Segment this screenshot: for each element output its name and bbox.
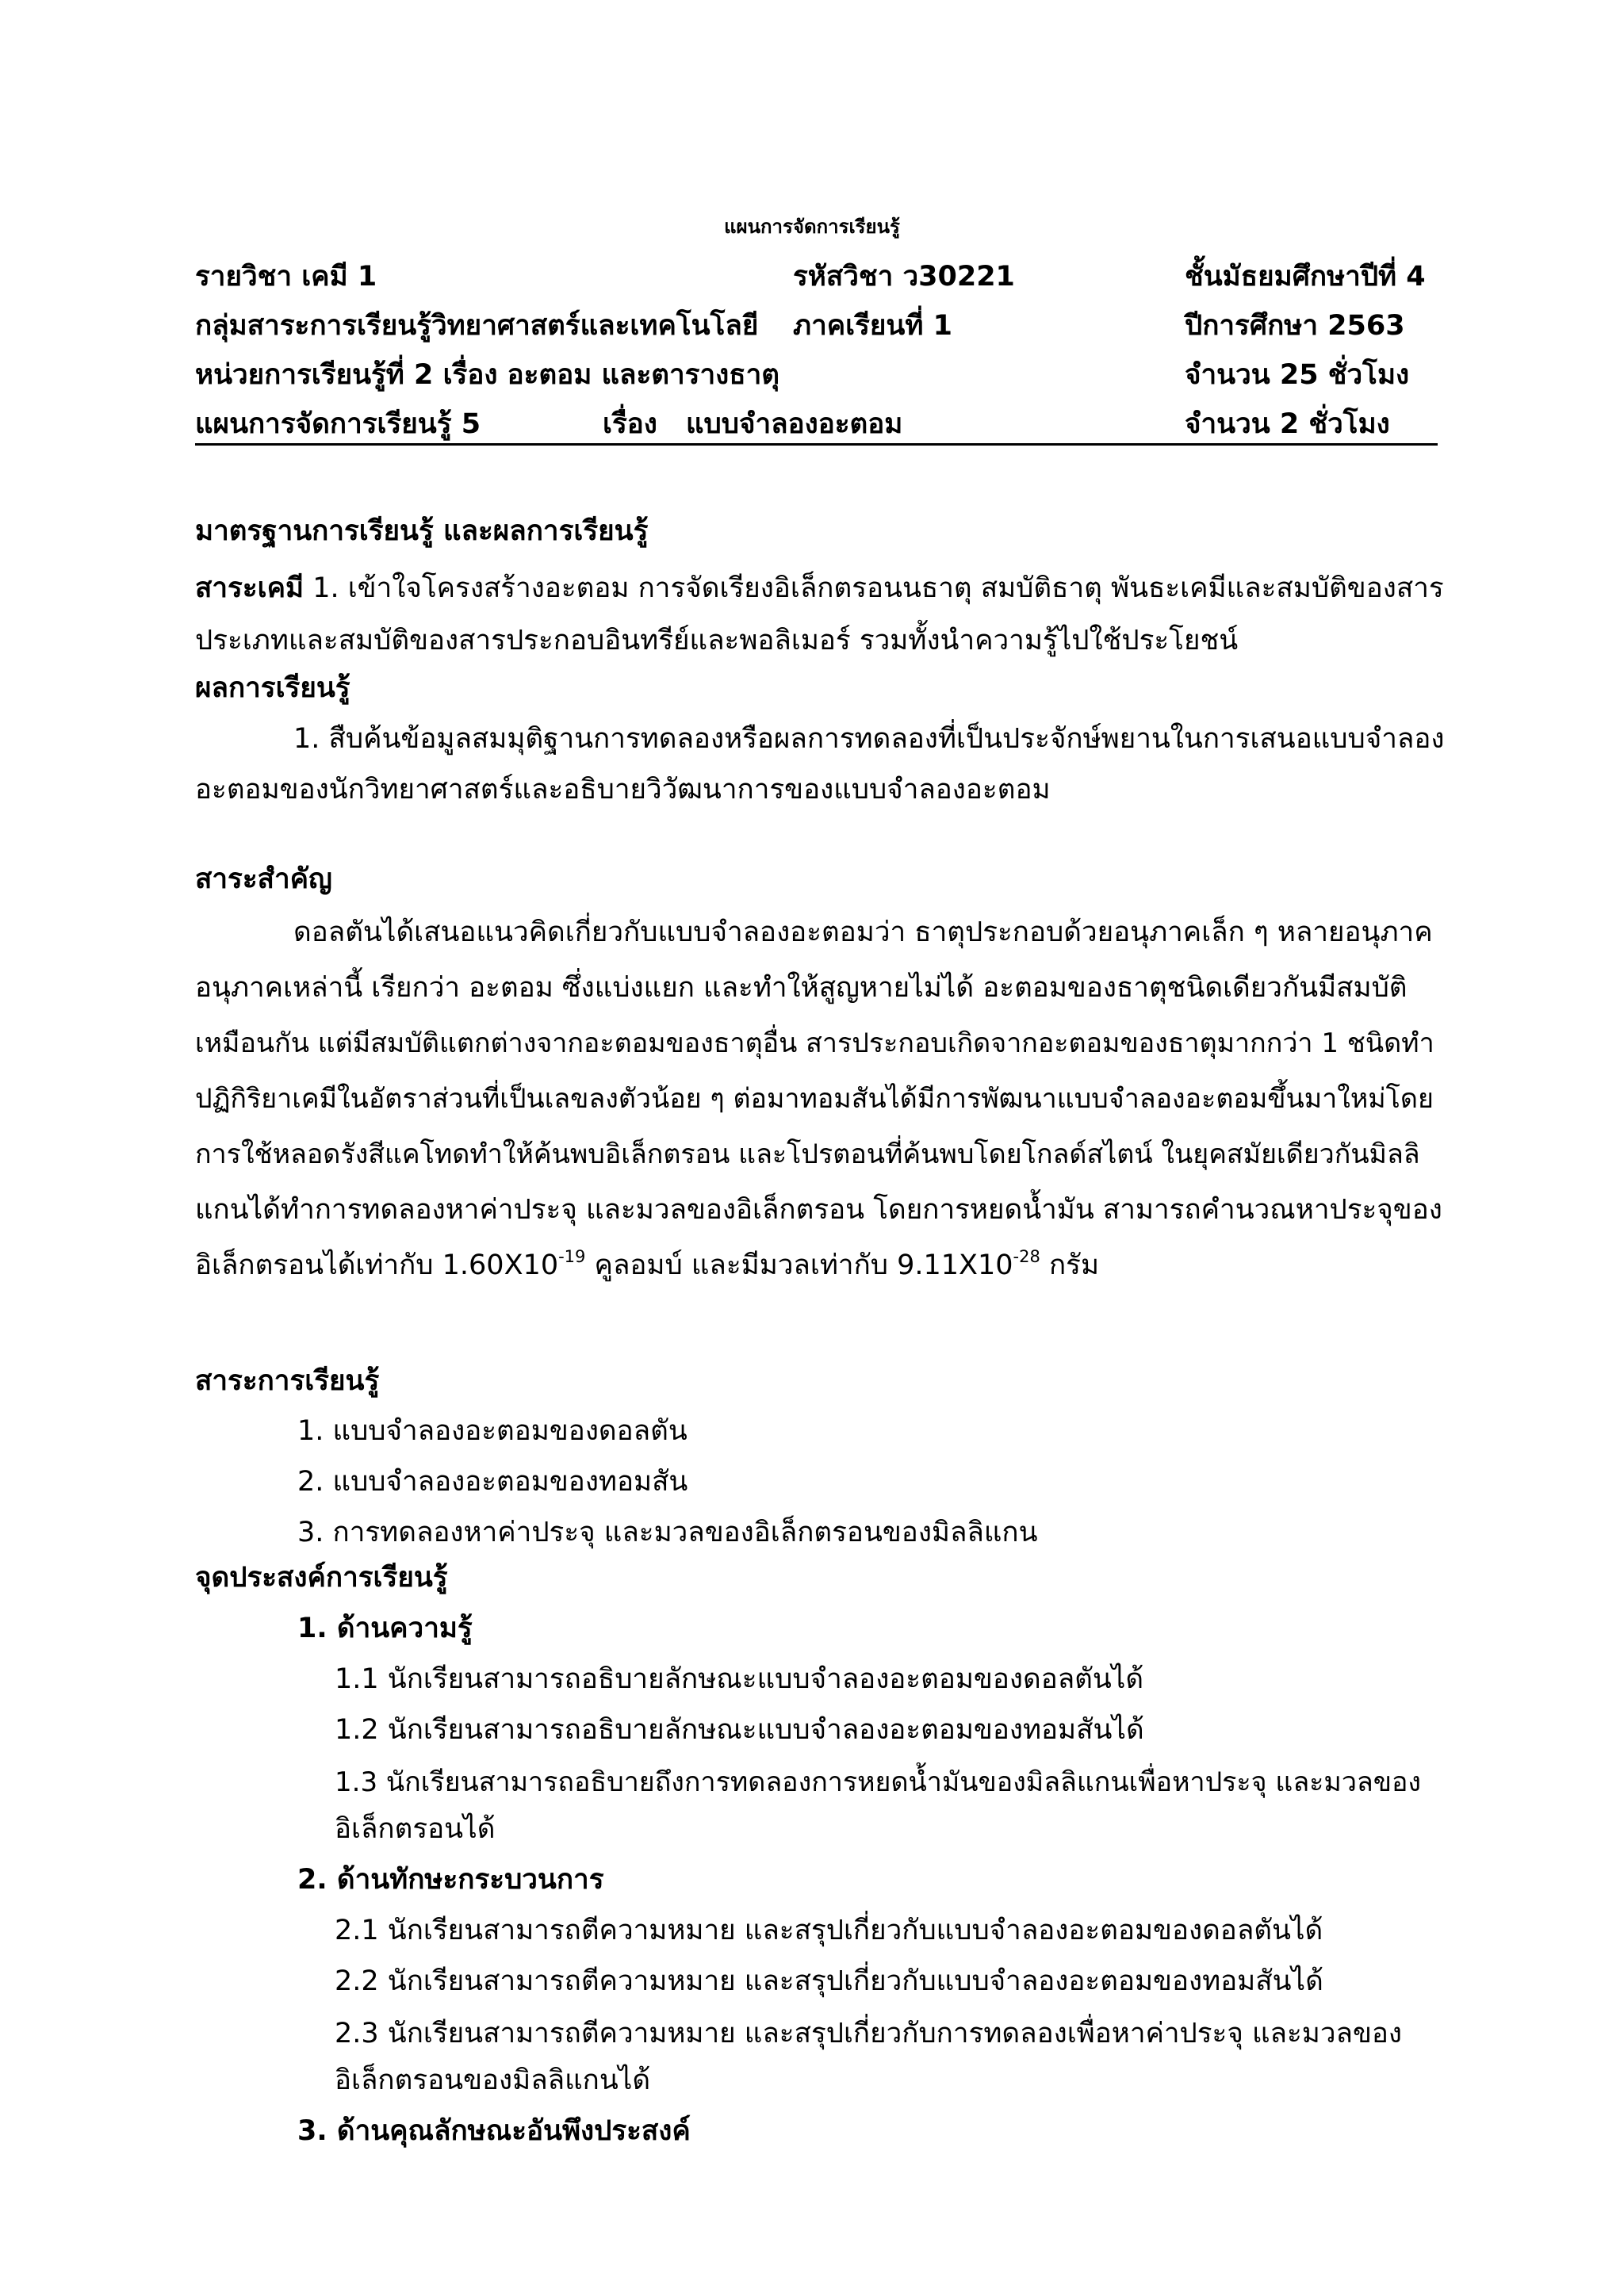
essence-line: แกนได้ทำการทดลองหาค่าประจุ และมวลของอิเล็กตรอน โดยการหยดน้ำมัน สามารถคำนวณหาประจุของ <box>195 1194 1442 1226</box>
content-item: 1. แบบจำลองอะตอมของดอลตัน <box>297 1415 688 1447</box>
electron-charge-text: อิเล็กตรอนได้เท่ากับ 1.60X10 <box>195 1249 559 1281</box>
essence-last-line <box>195 1246 1099 1284</box>
content-item: 3. การทดลองหาค่าประจุ และมวลของอิเล็กตรอนของมิลลิแกน <box>297 1517 1038 1548</box>
outcome-line-2: อะตอมของนักวิทยาศาสตร์และอธิบายวิวัฒนาการของแบบจำลองอะตอม <box>195 774 1051 806</box>
objectives-heading: จุดประสงค์การเรียนรู้ <box>195 1562 448 1594</box>
semester: ภาคเรียนที่ 1 <box>793 310 952 342</box>
essence-line: อนุภาคเหล่านี้ เรียกว่า อะตอม ซึ่งแบ่งแยก และทำให้สูญหายไม่ได้ อะตอมของธาตุชนิดเดียวกันมีสมบัติ <box>195 972 1408 1004</box>
attribute-heading: 3. ด้านคุณลักษณะอันพึงประสงค์ <box>297 2115 691 2147</box>
essence-line: เหมือนกัน แต่มีสมบัติแตกต่างจากอะตอมของธาตุอื่น สารประกอบเกิดจากอะตอมของธาตุมากกว่า 1 ชนิดทำ <box>195 1027 1434 1059</box>
subject-code: รหัสวิชา ว30221 <box>793 261 1015 293</box>
outcome-heading: ผลการเรียนรู้ <box>195 672 350 704</box>
subject-label: รายวิชา เคมี 1 <box>195 261 377 293</box>
strand-line-1 <box>195 569 1444 607</box>
objective-item-cont: อิเล็กตรอนของมิลลิแกนได้ <box>335 2064 651 2096</box>
electron-mass-text: คูลอมบ์ และมีมวลเท่ากับ 9.11X10 <box>585 1249 1013 1281</box>
unit-title: หน่วยการเรียนรู้ที่ 2 เรื่อง อะตอม และตารางธาตุ <box>195 359 779 391</box>
knowledge-heading: 1. ด้านความรู้ <box>297 1613 473 1644</box>
objective-item: 2.1 นักเรียนสามารถตีความหมาย และสรุปเกี่ยวกับแบบจำลองอะตอมของดอลตันได้ <box>335 1915 1323 1946</box>
essence-line: การใช้หลอดรังสีแคโทดทำให้ค้นพบอิเล็กตรอน และโปรตอนที่ค้นพบโดยโกลด์สไตน์ ในยุคสมัยเดียวกันมิลลิ <box>195 1138 1420 1170</box>
content-item: 2. แบบจำลองอะตอมของทอมสัน <box>297 1466 688 1498</box>
strand-label: สาระเคมี <box>195 572 304 604</box>
plan-topic-label: เรื่อง <box>603 408 657 440</box>
plan-topic: แบบจำลองอะตอม <box>686 408 903 440</box>
unit-hours: จำนวน 25 ชั่วโมง <box>1185 359 1410 391</box>
process-heading: 2. ด้านทักษะกระบวนการ <box>297 1864 604 1896</box>
essence-line: ดอลตันได้เสนอแนวคิดเกี่ยวกับแบบจำลองอะตอมว่า ธาตุประกอบด้วยอนุภาคเล็ก ๆ หลายอนุภาค <box>293 916 1433 948</box>
mass-unit-text: กรัม <box>1040 1249 1100 1281</box>
plan-number: แผนการจัดการเรียนรู้ 5 <box>195 408 481 440</box>
objective-item: 1.3 นักเรียนสามารถอธิบายถึงการทดลองการหยดน้ำมันของมิลลิแกนเพื่อหาประจุ และมวลของ <box>335 1766 1422 1798</box>
mass-exponent: -28 <box>1013 1247 1040 1267</box>
content-heading: สาระการเรียนรู้ <box>195 1365 380 1397</box>
header-divider <box>195 443 1438 446</box>
objective-item: 1.2 นักเรียนสามารถอธิบายลักษณะแบบจำลองอะตอมของทอมสันได้ <box>335 1714 1144 1746</box>
essence-line: ปฏิกิริยาเคมีในอัตราส่วนที่เป็นเลขลงตัวน้อย ๆ ต่อมาทอมสันได้มีการพัฒนาแบบจำลองอะตอมขึ้นมาใหม่โดย <box>195 1083 1434 1115</box>
plan-hours: จำนวน 2 ชั่วโมง <box>1185 408 1390 440</box>
essence-heading: สาระสำคัญ <box>195 863 332 895</box>
strand-line-2: ประเภทและสมบัติของสารประกอบอินทรีย์และพอลิเมอร์ รวมทั้งนำความรู้ไปใช้ประโยชน์ <box>195 625 1239 656</box>
grade-level: ชั้นมัธยมศึกษาปีที่ 4 <box>1185 261 1426 293</box>
objective-item: 2.2 นักเรียนสามารถตีความหมาย และสรุปเกี่ยวกับแบบจำลองอะตอมของทอมสันได้ <box>335 1965 1323 1997</box>
charge-exponent: -19 <box>558 1247 586 1267</box>
outcome-line-1: 1. สืบค้นข้อมูลสมมุติฐานการทดลองหรือผลการทดลองที่เป็นประจักษ์พยานในการเสนอแบบจำลอง <box>293 723 1445 755</box>
objective-item: 2.3 นักเรียนสามารถตีความหมาย และสรุปเกี่ยวกับการทดลองเพื่อหาค่าประจุ และมวลของ <box>335 2018 1402 2049</box>
standards-heading: มาตรฐานการเรียนรู้ และผลการเรียนรู้ <box>195 515 649 547</box>
objective-item: 1.1 นักเรียนสามารถอธิบายลักษณะแบบจำลองอะตอมของดอลตันได้ <box>335 1663 1144 1695</box>
document-title: แผนการจัดการเรียนรู้ <box>724 216 900 238</box>
strand-text: 1. เข้าใจโครงสร้างอะตอม การจัดเรียงอิเล็กตรอนนธาตุ สมบัติธาตุ พันธะเคมีและสมบัติของสาร <box>304 572 1444 604</box>
learning-group: กลุ่มสาระการเรียนรู้วิทยาศาสตร์และเทคโนโลยี <box>195 310 759 342</box>
objective-item-cont: อิเล็กตรอนได้ <box>335 1813 496 1845</box>
academic-year: ปีการศึกษา 2563 <box>1185 310 1405 342</box>
